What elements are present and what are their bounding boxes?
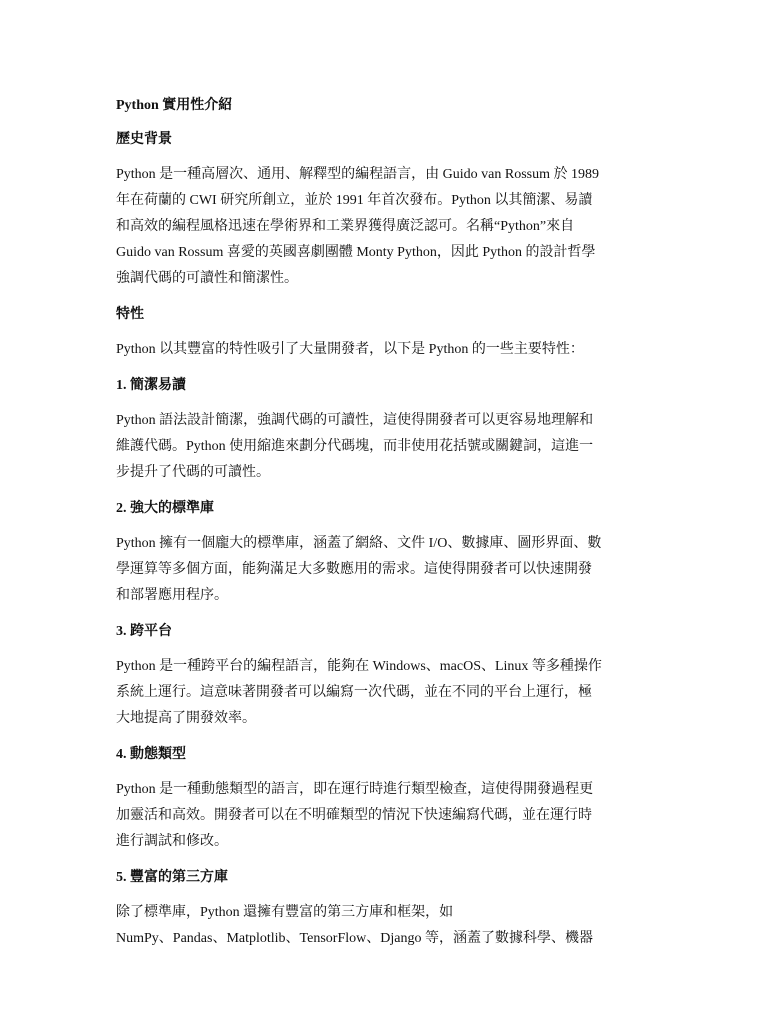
paragraph-line: Python 是一種動態類型的語言，即在運行時進行類型檢查，這使得開發過程更 bbox=[116, 782, 594, 797]
paragraph-line: 和部署應用程序。 bbox=[116, 588, 228, 603]
section-heading-standard-library: 2. 強大的標準庫 bbox=[116, 501, 214, 516]
document-page bbox=[116, 96, 656, 965]
section-paragraph-simple-readable bbox=[116, 408, 656, 486]
paragraph-line: 進行調試和修改。 bbox=[116, 834, 228, 849]
paragraph-line: Python 以其豐富的特性吸引了大量開發者，以下是 Python 的一些主要特性： bbox=[116, 342, 584, 357]
paragraph-line: Python 擁有一個龐大的標準庫，涵蓋了網絡、文件 I/O、數據庫、圖形界面、數 bbox=[116, 536, 602, 551]
paragraph-line: Python 是一種跨平台的編程語言，能夠在 Windows、macOS、Linux 等多種操作 bbox=[116, 659, 602, 674]
section-heading-cross-platform: 3. 跨平台 bbox=[116, 624, 172, 639]
paragraph-line: 學運算等多個方面，能夠滿足大多數應用的需求。這使得開發者可以快速開發 bbox=[116, 562, 592, 577]
section-heading-simple-readable: 1. 簡潔易讀 bbox=[116, 378, 186, 393]
section-paragraph-dynamic-typing bbox=[116, 777, 656, 855]
section-paragraph-features bbox=[116, 337, 656, 363]
paragraph-line: 系統上運行。這意味著開發者可以編寫一次代碼，並在不同的平台上運行，極 bbox=[116, 685, 592, 700]
paragraph-line: 大地提高了開發效率。 bbox=[116, 711, 256, 726]
paragraph-line: 年在荷蘭的 CWI 研究所創立，並於 1991 年首次發布。Python 以其簡潔、易讀 bbox=[116, 193, 593, 208]
section-heading-third-party: 5. 豐富的第三方庫 bbox=[116, 870, 228, 885]
paragraph-line: Python 語法設計簡潔，強調代碼的可讀性，這使得開發者可以更容易地理解和 bbox=[116, 413, 594, 428]
section-paragraph-cross-platform bbox=[116, 654, 656, 732]
section-heading-features: 特性 bbox=[116, 307, 144, 322]
paragraph-line: 和高效的編程風格迅速在學術界和工業界獲得廣泛認可。名稱“Python”來自 bbox=[116, 219, 575, 234]
section-heading-dynamic-typing: 4. 動態類型 bbox=[116, 747, 186, 762]
paragraph-line: 加靈活和高效。開發者可以在不明確類型的情況下快速編寫代碼，並在運行時 bbox=[116, 808, 592, 823]
paragraph-line: 強調代碼的可讀性和簡潔性。 bbox=[116, 271, 298, 286]
paragraph-line: 步提升了代碼的可讀性。 bbox=[116, 465, 270, 480]
section-paragraph-history bbox=[116, 162, 656, 292]
paragraph-line: Python 是一種高層次、通用、解釋型的編程語言，由 Guido van Rossum 於 1989 bbox=[116, 167, 600, 182]
paragraph-line: NumPy、Pandas、Matplotlib、TensorFlow、Django 等，涵蓋了數據科學、機器 bbox=[116, 931, 593, 946]
section-paragraph-third-party bbox=[116, 900, 656, 952]
section-heading-history: 歷史背景 bbox=[116, 132, 172, 147]
document-title: Python 實用性介紹 bbox=[116, 98, 233, 113]
paragraph-line: 除了標準庫，Python 還擁有豐富的第三方庫和框架，如 bbox=[116, 905, 454, 920]
paragraph-line: Guido van Rossum 喜愛的英國喜劇團體 Monty Python，因此 Python 的設計哲學 bbox=[116, 245, 596, 260]
section-paragraph-standard-library bbox=[116, 531, 656, 609]
paragraph-line: 維護代碼。Python 使用縮進來劃分代碼塊，而非使用花括號或關鍵詞，這進一 bbox=[116, 439, 594, 454]
